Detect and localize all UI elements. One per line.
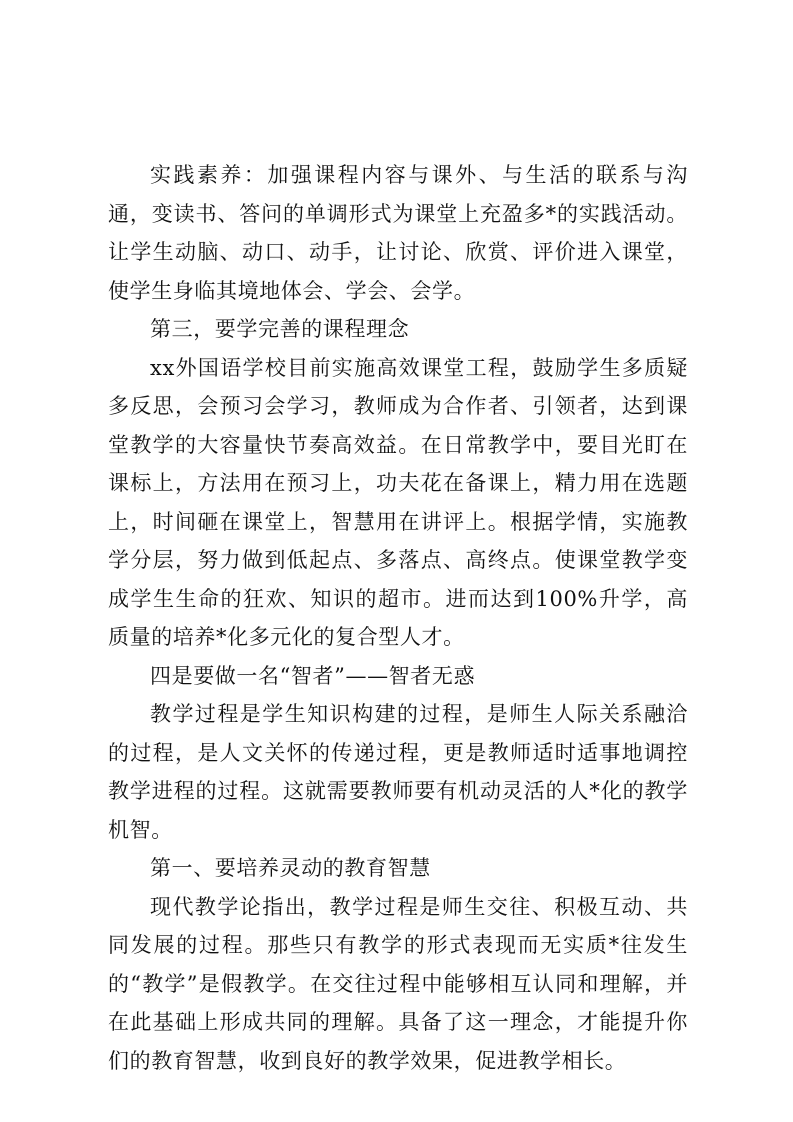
heading-first-educational-wisdom: 第一、要培养灵动的教育智慧 <box>150 856 431 880</box>
paragraph-practice-literacy: 实践素养：加强课程内容与课外、与生活的联系与沟通，变读书、答问的单调形式为课堂上充盈多*的实践活动。让学生动脑、动口、动手，让讨论、欣赏、评价进入课堂，使学生身临其境地体会、学会、会学。 <box>108 163 688 303</box>
paragraph-school-efficient-classroom: xx外国语学校目前实施高效课堂工程，鼓励学生多质疑多反思，会预习会学习，教师成为合作者、引领者，达到课堂教学的大容量快节奏高效益。在日常教学中，要目光盯在课标上，方法用在预习上，功夫花在备课上，精力用在选题上，时间砸在课堂上，智慧用在讲评上。根据学情，实施教学分层，努力做到低起点、多落点、高终点。使课堂教学变成学生生命的狂欢、知识的超市。进而达到100%升学，高质量的培养*化多元化的复合型人才。 <box>108 355 688 649</box>
heading-fourth-wise-teacher: 四是要做一名“智者”——智者无惑 <box>150 663 476 688</box>
paragraph-modern-teaching-theory: 现代教学论指出，教学过程是师生交往、积极互动、共同发展的过程。那些只有教学的形式表现而无实质*往发生的“教学”是假教学。在交往过程中能够相互认同和理解，并在此基础上形成共同的理解。具备了这一理念，才能提升你们的教育智慧，收到良好的教学效果，促进教学相长。 <box>108 894 688 1073</box>
document-body <box>108 156 688 1080</box>
paragraph-teaching-process: 教学过程是学生知识构建的过程，是师生人际关系融洽的过程，是人文关怀的传递过程，更是教师适时适事地调控教学进程的过程。这就需要教师要有机动灵活的人*化的教学机智。 <box>108 702 688 842</box>
heading-third-curriculum-concept: 第三，要学完善的课程理念 <box>150 317 410 341</box>
